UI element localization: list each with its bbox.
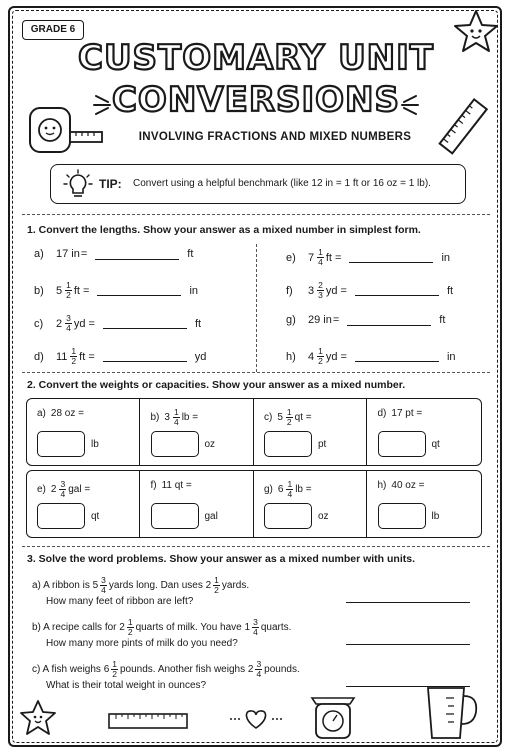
length-problem-g	[286, 314, 445, 326]
tip-box	[50, 164, 466, 204]
conversion-question	[37, 408, 85, 419]
fraction: $\frac{1}{4}$	[173, 407, 179, 427]
problem-label: f)	[150, 480, 157, 491]
answer-box[interactable]	[264, 431, 312, 457]
divider	[22, 372, 490, 373]
problem-equals: ft =	[73, 284, 90, 297]
problem-label: f)	[286, 284, 293, 297]
text: c) A fish weighs 6	[32, 664, 110, 675]
problem-value: 11	[56, 350, 68, 363]
problem-equals: =	[80, 248, 88, 260]
problem-value: 5	[277, 412, 283, 423]
section-1-heading: 1. Convert the lengths. Show your answer as a mixed number in simplest form.	[27, 224, 421, 236]
problem-label: g)	[286, 314, 296, 326]
text: b) A recipe calls for 2	[32, 622, 125, 633]
problem-equals: ft =	[325, 251, 342, 264]
section-3-heading: 3. Solve the word problems. Show your answer as a mixed number with units.	[27, 553, 416, 565]
fraction: $\frac{3}{4}$	[253, 617, 258, 637]
column-divider	[256, 244, 257, 372]
subtitle: INVOLVING FRACTIONS AND MIXED NUMBERS	[138, 131, 412, 143]
lightbulb-icon	[63, 169, 93, 201]
answer-unit: in	[441, 251, 451, 264]
problem-equals: lb =	[181, 412, 199, 423]
ruler-bottom-icon	[108, 712, 188, 732]
fraction: $\frac{1}{2}$	[112, 659, 117, 679]
kitchen-scale-icon	[306, 692, 360, 742]
answer-blank[interactable]	[355, 351, 439, 362]
title-line-1: CUSTOMARY UNIT	[78, 38, 434, 78]
problem-value: 29 in	[308, 314, 332, 326]
conversion-cell-g	[254, 471, 367, 537]
length-problem-e	[286, 248, 450, 267]
answer-unit: qt	[431, 439, 440, 450]
word-problem-line-2: How many more pints of milk do you need?	[46, 638, 238, 649]
fraction: $\frac{1}{2}$	[127, 617, 133, 637]
problem-label: g)	[264, 484, 273, 495]
length-problem-d	[34, 347, 206, 366]
star-bottom-icon	[18, 698, 58, 738]
fraction: $\frac{1}{4}$	[318, 247, 323, 267]
conversion-question	[264, 408, 312, 427]
answer-unit: qt	[91, 511, 100, 522]
conversion-cell-d	[368, 399, 481, 465]
length-problem-a	[34, 248, 193, 260]
problem-value: 3	[308, 284, 315, 297]
measuring-cup-icon	[420, 682, 486, 742]
conversion-question	[264, 480, 312, 499]
fraction: $\frac{3}{4}$	[66, 313, 71, 333]
tip-label: TIP:	[99, 177, 122, 191]
answer-unit: in	[446, 350, 456, 363]
word-problem	[32, 576, 249, 608]
problem-value: 7	[308, 251, 315, 264]
fraction: $\frac{1}{2}$	[318, 346, 323, 366]
answer-unit: pt	[318, 439, 327, 450]
answer-box[interactable]	[378, 503, 426, 529]
text: yards.	[221, 580, 250, 591]
word-problem-line-1	[32, 618, 291, 637]
fraction: $\frac{1}{2}$	[286, 407, 292, 427]
problem-value: 5	[56, 284, 63, 297]
problem-value: 2	[50, 484, 57, 495]
conversion-cell-c	[254, 399, 367, 465]
ruler-icon	[436, 96, 492, 158]
answer-blank[interactable]	[97, 285, 181, 296]
problem-equals: ft =	[79, 350, 95, 363]
problem-label: b)	[150, 412, 160, 423]
word-problem-line-2: How many feet of ribbon are left?	[46, 596, 194, 607]
answer-box[interactable]	[151, 431, 199, 457]
conversion-question	[378, 480, 426, 491]
problem-label: h)	[286, 350, 296, 363]
answer-unit: ft	[439, 314, 446, 326]
tip-text: Convert using a helpful benchmark (like 12 in = 1 ft or 16 oz = 1 lb).	[133, 178, 431, 189]
answer-blank[interactable]	[349, 252, 433, 263]
problem-label: b)	[34, 284, 44, 297]
conversion-question	[37, 480, 90, 499]
fraction: $\frac{1}{2}$	[71, 346, 77, 366]
conversion-question	[378, 408, 424, 419]
fraction: $\frac{1}{4}$	[287, 479, 293, 499]
problem-equals: lb =	[295, 484, 312, 495]
spark-right-icon	[398, 92, 420, 118]
problem-label: a)	[37, 408, 46, 419]
text: quarts of milk. You have 1	[135, 622, 251, 633]
answer-blank[interactable]	[103, 351, 187, 362]
answer-unit: gal	[204, 511, 218, 522]
word-problem-line-1	[32, 576, 249, 595]
answer-grid-row-1	[26, 398, 482, 466]
section-2-heading: 2. Convert the weights or capacities. Show your answer as a mixed number.	[27, 379, 406, 391]
answer-blank[interactable]	[103, 318, 187, 329]
fraction: $\frac{1}{2}$	[66, 280, 71, 300]
problem-equals: yd =	[73, 317, 95, 330]
problem-value: 28 oz =	[50, 408, 84, 419]
conversion-cell-b	[141, 399, 254, 465]
fraction: $\frac{3}{4}$	[60, 479, 66, 499]
text: a) A ribbon is 5	[32, 580, 99, 591]
problem-label: d)	[377, 408, 387, 419]
answer-line[interactable]	[346, 644, 470, 645]
answer-unit: lb	[91, 439, 99, 450]
word-problem	[32, 660, 300, 692]
problem-value: 3	[164, 412, 170, 423]
conversion-cell-e	[27, 471, 140, 537]
answer-blank[interactable]	[355, 285, 439, 296]
answer-blank[interactable]	[347, 315, 431, 326]
answer-box[interactable]	[264, 503, 312, 529]
heart-icon	[226, 706, 286, 732]
answer-unit: ft	[446, 284, 454, 297]
conversion-question	[151, 408, 199, 427]
problem-equals: gal =	[68, 484, 91, 495]
answer-box[interactable]	[37, 431, 85, 457]
title-line-2: CONVERSIONS	[111, 80, 400, 120]
answer-blank[interactable]	[95, 249, 179, 260]
divider	[22, 546, 490, 547]
problem-equals: yd =	[325, 350, 347, 363]
conversion-cell-a	[27, 399, 140, 465]
answer-unit: lb	[431, 511, 440, 522]
problem-label: a)	[34, 248, 44, 260]
problem-equals: =	[332, 314, 340, 326]
answer-box[interactable]	[151, 503, 199, 529]
word-problem	[32, 618, 291, 650]
grade-badge: GRADE 6	[22, 20, 84, 40]
problem-value: 17 pt =	[391, 408, 423, 419]
problem-value: 4	[308, 350, 315, 363]
length-problem-f	[286, 281, 453, 300]
problem-value: 17 in	[56, 248, 80, 260]
problem-value: 2	[56, 317, 63, 330]
text: yards long. Dan uses 2	[108, 580, 212, 591]
answer-unit: yd	[194, 350, 207, 363]
fraction: $\frac{3}{4}$	[256, 659, 262, 679]
answer-unit: oz	[204, 439, 216, 450]
answer-box[interactable]	[37, 503, 85, 529]
text: quarts.	[260, 622, 292, 633]
answer-grid-row-2	[26, 470, 482, 538]
text: pounds.	[264, 664, 300, 675]
length-problem-c	[34, 314, 201, 333]
problem-equals: yd =	[325, 284, 347, 297]
text: pounds. Another fish weighs 2	[120, 664, 254, 675]
word-problem-line-2: What is their total weight in ounces?	[46, 680, 207, 691]
problem-label: e)	[286, 251, 296, 264]
problem-label: c)	[34, 317, 44, 330]
problem-value: 40 oz =	[391, 480, 425, 491]
answer-box[interactable]	[378, 431, 426, 457]
problem-value: 6	[277, 484, 284, 495]
length-problem-b	[34, 281, 198, 300]
answer-unit: ft	[194, 317, 202, 330]
problem-value: 11 qt =	[161, 480, 192, 491]
fraction: $\frac{1}{2}$	[214, 575, 219, 595]
problem-label: h)	[377, 480, 387, 491]
divider	[22, 214, 490, 215]
length-problem-h	[286, 347, 456, 366]
answer-line[interactable]	[346, 602, 470, 603]
problem-label: c)	[264, 412, 273, 423]
answer-unit: in	[189, 284, 199, 297]
tape-measure-icon	[26, 102, 106, 158]
fraction: $\frac{3}{4}$	[101, 575, 106, 595]
conversion-question	[151, 480, 193, 491]
problem-equals: qt =	[294, 412, 312, 423]
problem-label: e)	[37, 484, 46, 495]
fraction: $\frac{2}{3}$	[318, 280, 323, 300]
conversion-cell-h	[368, 471, 481, 537]
problem-label: d)	[34, 350, 44, 363]
answer-unit: oz	[318, 511, 329, 522]
word-problem-line-1	[32, 660, 300, 679]
answer-unit: ft	[187, 248, 194, 260]
conversion-cell-f	[141, 471, 254, 537]
